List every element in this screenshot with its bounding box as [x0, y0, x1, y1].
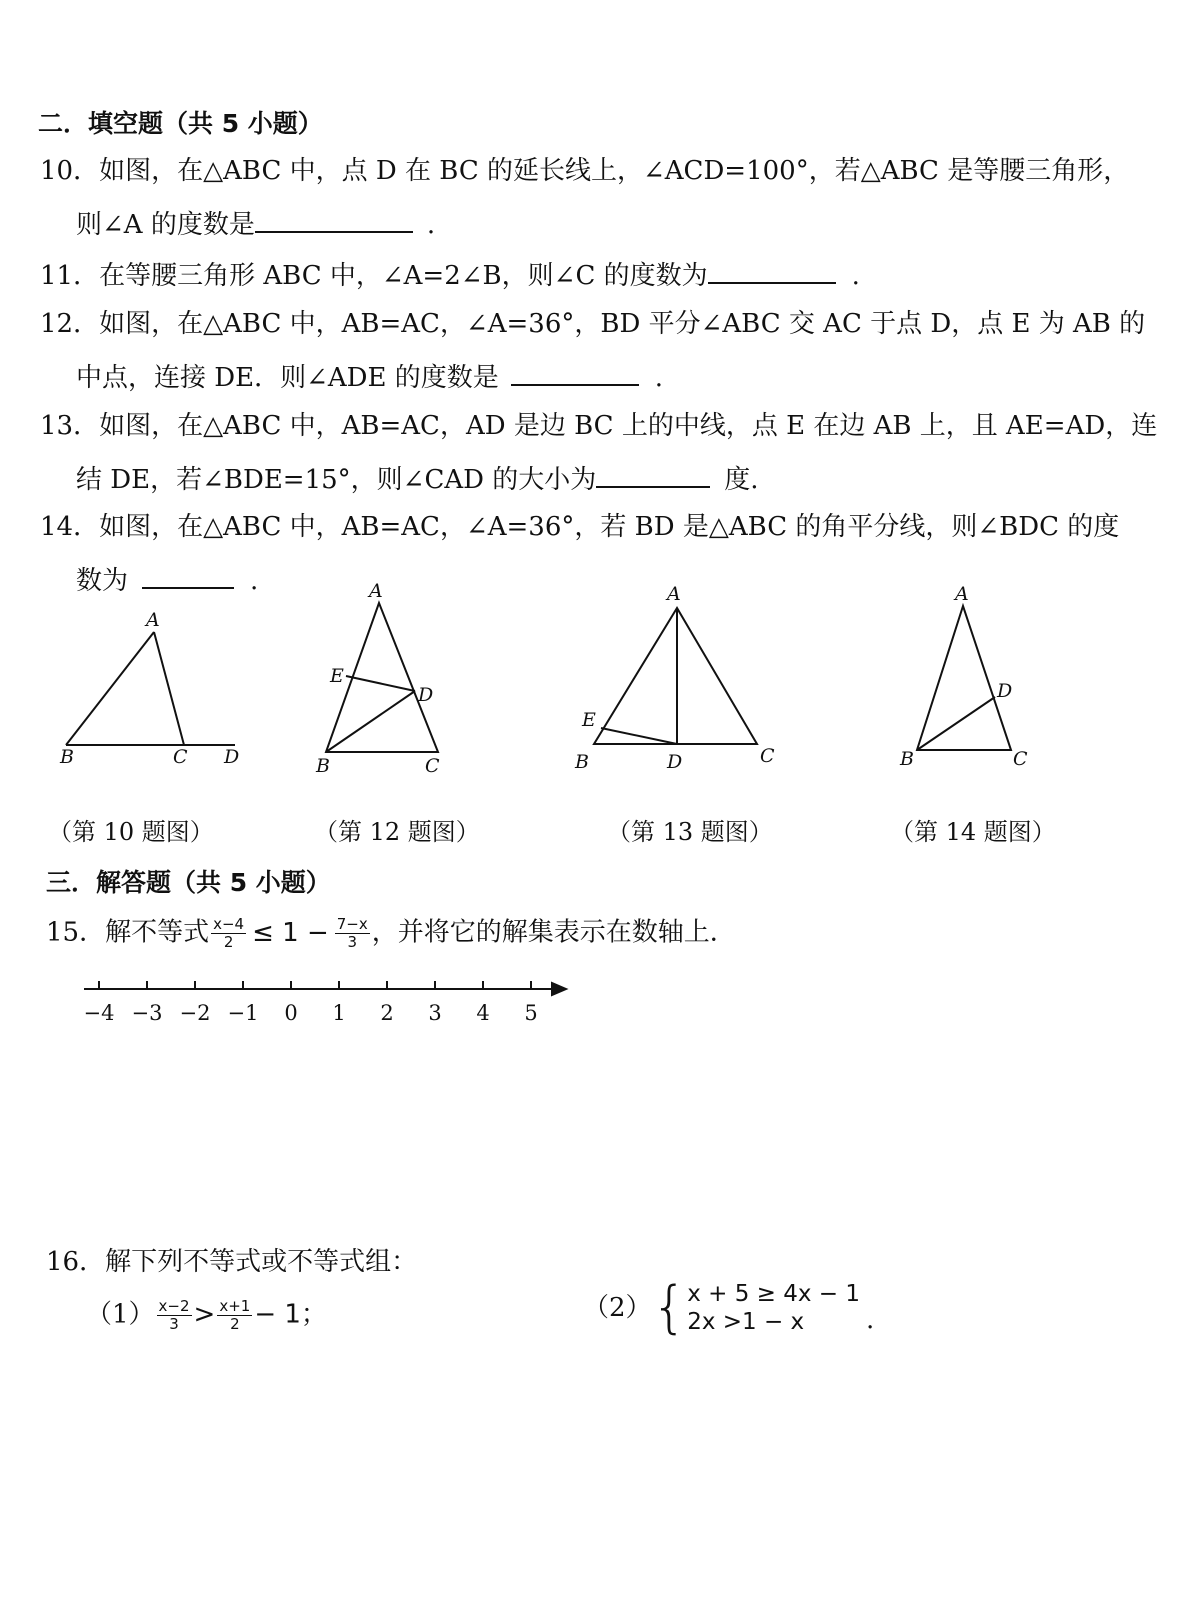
question-14-text: 数为 — [76, 566, 129, 596]
q16-p1-fraction-1-denominator: 3 — [169, 1315, 179, 1333]
fig13-label-b: B — [575, 751, 589, 773]
fig14-label-a: A — [955, 583, 969, 605]
q16-p2-end: . — [866, 1305, 875, 1335]
question-12-text: 中点，连接 DE．则∠ADE 的度数是 — [76, 363, 499, 393]
q16-p1-label: （1） — [86, 1299, 155, 1330]
number-line-arrow — [552, 983, 566, 995]
question-15-prefix: 15．解不等式 — [46, 917, 210, 948]
section-2-title: 二．填空题（共 5 小题） — [38, 109, 323, 138]
number-line-tick-label: 5 — [524, 1001, 538, 1025]
fig10-label-c: C — [173, 746, 188, 768]
question-10-end: . — [426, 210, 436, 240]
question-10-line-1: 10．如图，在△ABC 中，点 D 在 BC 的延长线上，∠ACD=100°，若△ABC 是等腰三角形， — [40, 156, 1130, 186]
fig12-caption: （第 12 题图） — [314, 818, 480, 846]
fig12-label-c: C — [425, 755, 440, 777]
q16-p1-fraction-1-numerator: x−2 — [158, 1297, 190, 1315]
number-line-tick-label: 3 — [428, 1001, 442, 1025]
question-13-text: 结 DE，若∠BDE=15°，则∠CAD 的大小为 — [76, 465, 597, 495]
fig10-label-a: A — [146, 609, 160, 631]
q15-fraction-2-numerator: 7−x — [336, 915, 368, 933]
number-line-tick-label: −3 — [131, 1001, 163, 1025]
section-3-title: 三．解答题（共 5 小题） — [46, 868, 331, 897]
fig13-label-a: A — [667, 583, 681, 605]
question-14-end: . — [250, 566, 259, 596]
question-11-text: 11．在等腰三角形 ABC 中，∠A=2∠B，则∠C 的度数为 — [40, 261, 708, 291]
q16-p1-fraction-2-denominator: 2 — [230, 1315, 240, 1333]
fig13-caption: （第 13 题图） — [607, 818, 773, 846]
fig12-label-d: D — [418, 684, 434, 706]
q15-fraction-1-numerator: x−4 — [213, 915, 245, 933]
question-13-line-1: 13．如图，在△ABC 中，AB=AC，AD 是边 BC 上的中线，点 E 在边 AB 上，且 AE=AD，连 — [40, 411, 1158, 441]
number-line-tick-label: 4 — [476, 1001, 490, 1025]
question-11-end: . — [851, 261, 860, 291]
question-12-line-1: 12．如图，在△ABC 中，AB=AC，∠A=36°，BD 平分∠ABC 交 AC 于点 D，点 E 为 AB 的 — [40, 309, 1146, 339]
question-16-title: 16．解下列不等式或不等式组： — [46, 1247, 418, 1277]
q15-fraction-1-denominator: 2 — [223, 933, 234, 951]
q16-p1-fraction-1 — [157, 1298, 192, 1333]
fig13-label-e: E — [582, 709, 596, 731]
number-line-tick-label: 1 — [332, 1001, 346, 1025]
question-10-text: 则∠A 的度数是 — [76, 210, 255, 240]
fig13-label-c: C — [760, 745, 775, 767]
number-line-tick-label: −1 — [227, 1001, 259, 1025]
fig10-caption: （第 10 题图） — [48, 818, 214, 846]
fig12-label-a: A — [369, 580, 383, 602]
fig13-label-d: D — [667, 751, 683, 773]
fig12-label-b: B — [316, 755, 330, 777]
q15-fraction-2-denominator: 3 — [347, 933, 358, 951]
q16-p1-operator: > — [193, 1299, 216, 1330]
q16-p1-fraction-2 — [217, 1298, 252, 1333]
fig14-label-c: C — [1013, 748, 1028, 770]
question-13-end: 度. — [724, 465, 759, 495]
q16-p2-line-1: x + 5 ≥ 4x − 1 — [687, 1281, 860, 1307]
q16-p1-fraction-2-numerator: x+1 — [219, 1297, 251, 1315]
question-16-part-2 — [583, 1275, 875, 1340]
q16-p2-system — [687, 1280, 860, 1336]
fig12-label-e: E — [330, 665, 344, 687]
fig14-label-b: B — [900, 748, 914, 770]
question-12-end: . — [654, 363, 664, 393]
fig10-label-d: D — [224, 746, 240, 768]
fig14-caption: （第 14 题图） — [890, 818, 1056, 846]
fig14-label-d: D — [997, 680, 1013, 702]
number-line-tick-label: 2 — [380, 1001, 394, 1025]
q16-p1-tail: − 1； — [254, 1299, 327, 1330]
number-line-tick-label: −2 — [179, 1001, 211, 1025]
q16-p2-label: （2） — [583, 1293, 652, 1323]
fig10-label-b: B — [60, 746, 74, 768]
q15-middle: ≤ 1 − — [252, 917, 329, 948]
question-16-part-1 — [86, 1298, 327, 1333]
number-line-tick-label: 0 — [284, 1001, 298, 1025]
q16-p2-line-2: 2x >1 − x — [687, 1309, 805, 1335]
q16-p2-brace: { — [651, 1275, 688, 1340]
number-line-tick-label: −4 — [83, 1001, 115, 1025]
question-14-line-1: 14．如图，在△ABC 中，AB=AC，∠A=36°，若 BD 是△ABC 的角平分线，则∠BDC 的度 — [40, 512, 1120, 542]
question-15-suffix: ，并将它的解集表示在数轴上． — [371, 917, 736, 948]
